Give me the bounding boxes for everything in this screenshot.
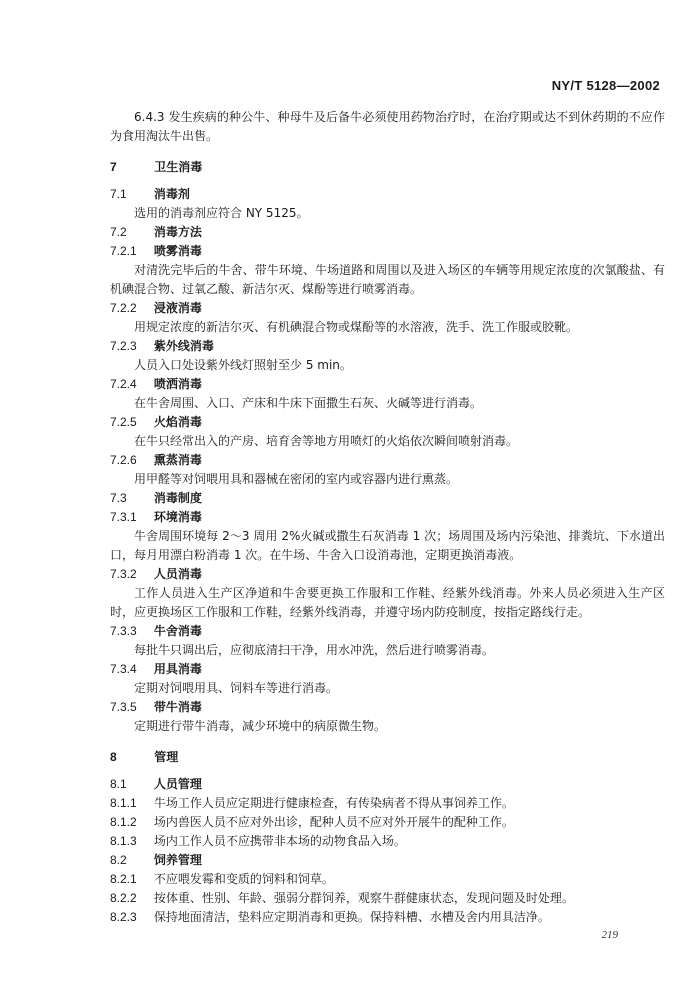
clause-7-3-1-body: 牛舍周围环境每 2～3 周用 2%火碱或撒生石灰消毒 1 次；场周围及场内污染池、排粪坑、下水道出口，每月用漂白粉消毒 1 次。在牛场、牛舍入口设消毒池，定期更换消毒液。: [110, 529, 665, 562]
clause-number: 7.2.5: [110, 415, 137, 429]
clause-title: 环境消毒: [153, 510, 202, 524]
clause-7-2-5-body: 在牛只经常出入的产房、培育舍等地方用喷灯的火焰依次瞬间喷射消毒。: [134, 434, 519, 448]
section-7-heading: [110, 158, 665, 177]
document-body: [110, 108, 665, 927]
clause-7-2-3-body: 人员入口处设紫外线灯照射至少 5 min。: [134, 358, 352, 372]
section-number: 7: [110, 160, 117, 174]
clause-number: 7.2.4: [110, 377, 137, 391]
clause-number: 7.3.4: [110, 662, 137, 676]
clause-number: 7.2: [110, 225, 127, 239]
clause-7-3-5-body: 定期进行带牛消毒，减少环境中的病原微生物。: [134, 719, 387, 733]
clause-8-1-2: [110, 813, 665, 832]
clause-7-3-4-body: 定期对饲喂用具、饲料车等进行消毒。: [134, 681, 339, 695]
clause-8-2-heading: [110, 851, 665, 870]
clause-number: 7.3.2: [110, 567, 137, 581]
clause-text: 牛场工作人员应定期进行健康检查，有传染病者不得从事饲养工作。: [153, 796, 514, 810]
clause-text: 场内兽医人员不应对外出诊，配种人员不应对外开展牛的配种工作。: [153, 815, 514, 829]
clause-number: 7.1: [110, 187, 127, 201]
clause-number: 8.2.1: [110, 872, 137, 886]
clause-title: 带牛消毒: [153, 700, 202, 714]
clause-title: 消毒方法: [153, 225, 202, 239]
clause-title: 人员消毒: [153, 567, 202, 581]
clause-title: 喷雾消毒: [153, 244, 202, 258]
clause-number: 7.2.6: [110, 453, 137, 467]
clause-number: 7.2.2: [110, 301, 137, 315]
clause-number: 8.1.1: [110, 796, 137, 810]
clause-number: 8.1: [110, 777, 127, 791]
clause-number: 7.3.5: [110, 700, 137, 714]
clause-title: 浸液消毒: [153, 301, 202, 315]
clause-7-2-1-body: 对清洗完毕后的牛舍、带牛环境、牛场道路和周围以及进入场区的车辆等用规定浓度的次氯酸盐、有机碘混合物、过氧乙酸、新洁尔灭、煤酚等进行喷雾消毒。: [110, 263, 665, 296]
clause-title: 火焰消毒: [153, 415, 202, 429]
clause-text: 按体重、性别、年龄、强弱分群饲养，观察牛群健康状态，发现问题及时处理。: [153, 891, 574, 905]
clause-number: 8.2: [110, 853, 127, 867]
clause-7-3-2-heading: [110, 565, 665, 584]
clause-8-2-3: [110, 908, 665, 927]
clause-text: 场内工作人员不应携带非本场的动物食品入场。: [153, 834, 406, 848]
clause-8-1-heading: [110, 775, 665, 794]
clause-7-3-3-body: 每批牛只调出后，应彻底清扫干净，用水冲洗，然后进行喷雾消毒。: [134, 643, 495, 657]
clause-7-3-5-heading: [110, 698, 665, 717]
clause-text: 不应喂发霉和变质的饲料和饲草。: [153, 872, 334, 886]
clause-8-1-1: [110, 794, 665, 813]
clause-7-2-heading: [110, 223, 665, 242]
section-number: 8: [110, 750, 117, 764]
clause-8-2-2: [110, 889, 665, 908]
clause-7-3-heading: [110, 489, 665, 508]
clause-number: 8.2.2: [110, 891, 137, 905]
clause-6-4-3: 6.4.3 发生疾病的种公牛、种母牛及后备牛必须使用药物治疗时，在治疗期或达不到休药期的不应作为食用淘汰牛出售。: [110, 110, 665, 143]
clause-number: 7.2.3: [110, 339, 137, 353]
clause-8-1-3: [110, 832, 665, 851]
clause-7-2-5-heading: [110, 413, 665, 432]
clause-8-2-1: [110, 870, 665, 889]
clause-7-2-6-body: 用甲醛等对饲喂用具和器械在密闭的室内或容器内进行熏蒸。: [134, 472, 459, 486]
clause-number: 7.3.1: [110, 510, 137, 524]
clause-title: 人员管理: [153, 777, 202, 791]
clause-7-2-4-body: 在牛舍周围、入口、产床和牛床下面撒生石灰、火碱等进行消毒。: [134, 396, 483, 410]
clause-title: 饲养管理: [153, 853, 202, 867]
clause-title: 紫外线消毒: [153, 339, 214, 353]
clause-7-2-4-heading: [110, 375, 665, 394]
clause-7-2-1-heading: [110, 242, 665, 261]
page-number: 219: [601, 929, 618, 941]
clause-7-2-3-heading: [110, 337, 665, 356]
clause-title: 用具消毒: [153, 662, 202, 676]
clause-7-1-heading: [110, 185, 665, 204]
clause-title: 熏蒸消毒: [153, 453, 202, 467]
clause-number: 7.3.3: [110, 624, 137, 638]
clause-7-2-2-body: 用规定浓度的新洁尔灭、有机碘混合物或煤酚等的水溶液，洗手、洗工作服或胶靴。: [134, 320, 579, 334]
section-title: 卫生消毒: [154, 160, 203, 174]
clause-title: 牛舍消毒: [153, 624, 202, 638]
clause-title: 消毒剂: [153, 187, 190, 201]
section-title: 管理: [154, 750, 179, 764]
clause-number: 8.2.3: [110, 910, 137, 924]
clause-text: 保持地面清洁，垫料应定期消毒和更换。保持料槽、水槽及舍内用具洁净。: [153, 910, 550, 924]
standard-code: NY/T 5128—2002: [551, 78, 660, 93]
clause-title: 消毒制度: [153, 491, 202, 505]
clause-7-2-2-heading: [110, 299, 665, 318]
clause-number: 8.1.2: [110, 815, 137, 829]
clause-7-3-2-body: 工作人员进入生产区净道和牛舍要更换工作服和工作鞋、经紫外线消毒。外来人员必须进入生产区时，应更换场区工作服和工作鞋，经紫外线消毒，并遵守场内防疫制度，按指定路线行走。: [110, 586, 665, 619]
section-8-heading: [110, 748, 665, 767]
clause-number: 7.2.1: [110, 244, 137, 258]
clause-7-3-3-heading: [110, 622, 665, 641]
clause-7-3-1-heading: [110, 508, 665, 527]
clause-title: 喷洒消毒: [153, 377, 202, 391]
clause-number: 7.3: [110, 491, 127, 505]
clause-7-1-body: 选用的消毒剂应符合 NY 5125。: [134, 206, 309, 220]
clause-7-2-6-heading: [110, 451, 665, 470]
clause-7-3-4-heading: [110, 660, 665, 679]
clause-number: 8.1.3: [110, 834, 137, 848]
